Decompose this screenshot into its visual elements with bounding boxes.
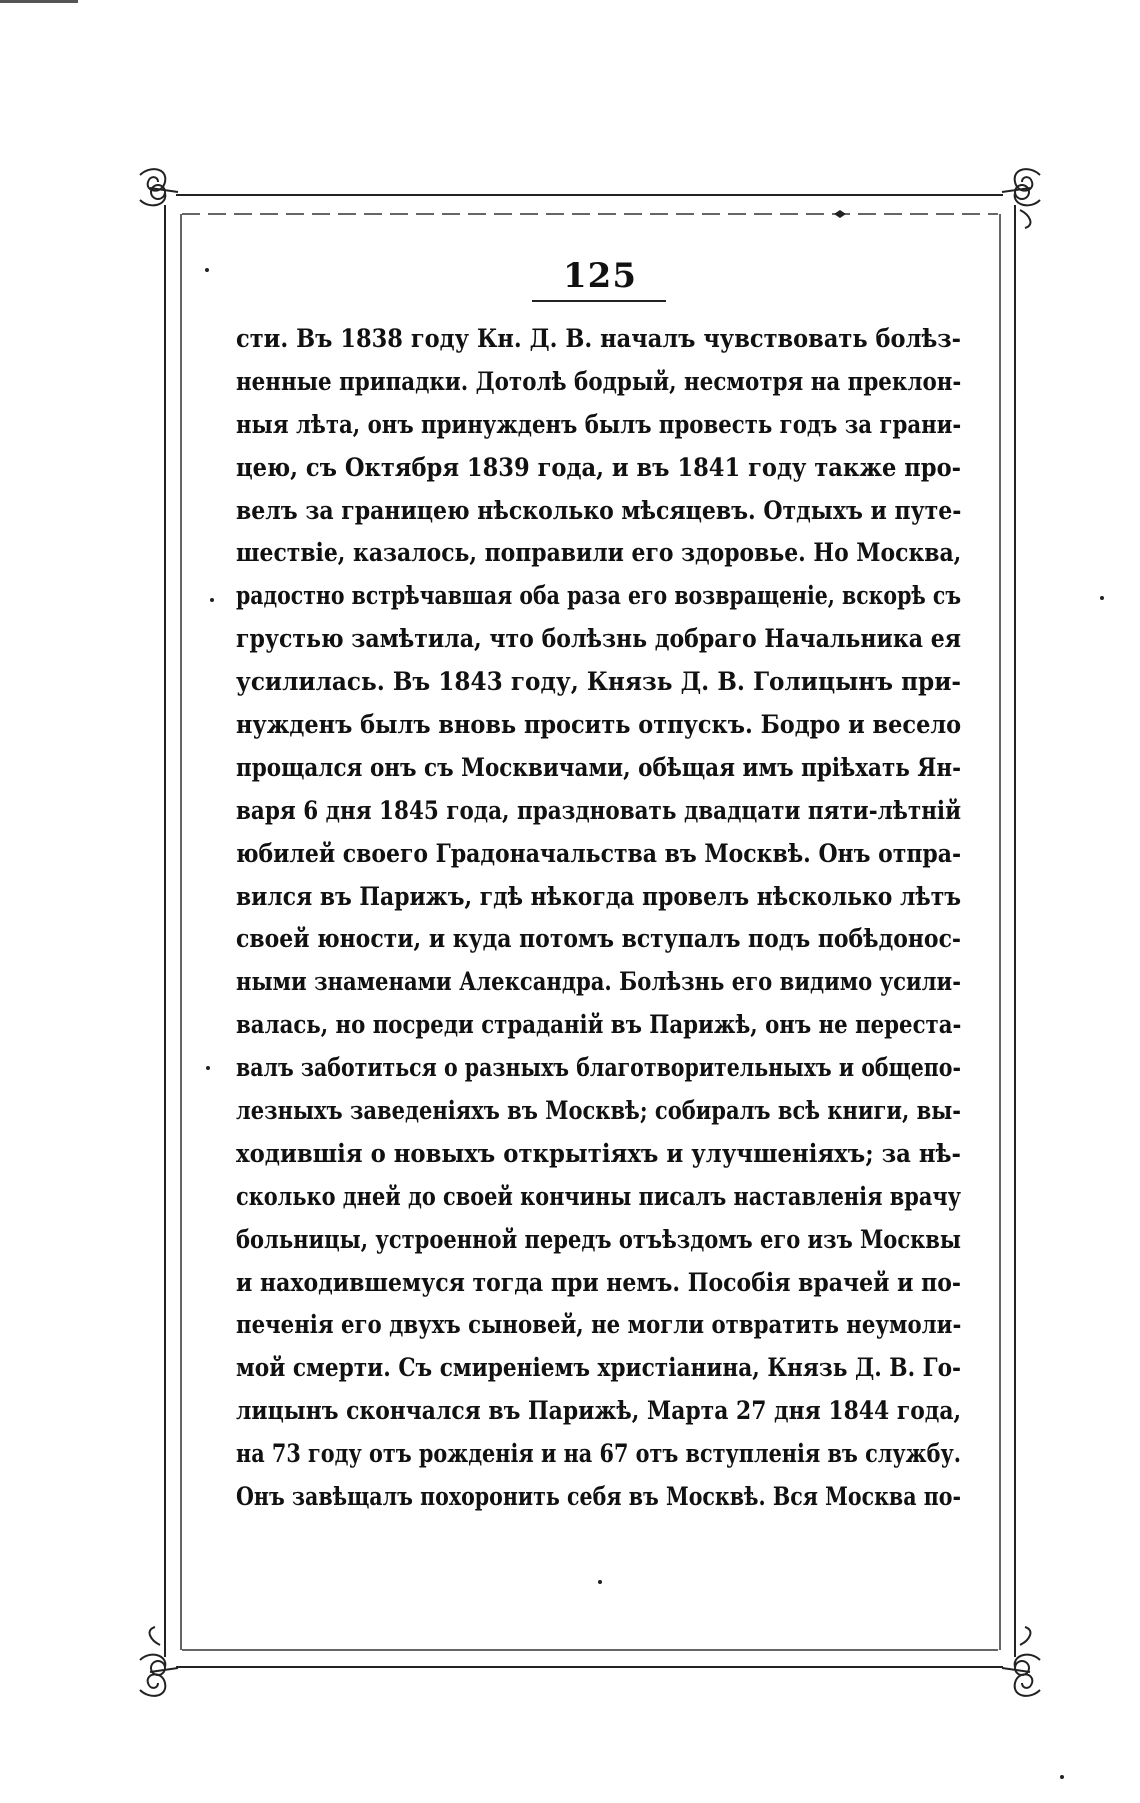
scan-speck <box>598 1580 602 1584</box>
text-line: радостно встрѣчавшая оба раза его возвращеніе, вскорѣ съ <box>236 581 961 611</box>
text-line: своей юности, и куда потомъ вступалъ подъ побѣдонос- <box>236 924 962 954</box>
text-line: лицынъ скончался въ Парижѣ, Марта 27 дня 1844 года, <box>236 1396 962 1426</box>
text-line: сти. Въ 1838 году Кн. Д. В. началъ чувствовать болѣз- <box>236 324 961 353</box>
text-line: Онъ завѣщалъ похоронить себя въ Москвѣ. Вся Москва по- <box>236 1482 961 1512</box>
text-line: нужденъ былъ вновь просить отпускъ. Бодро и весело <box>236 710 962 740</box>
corner-ornament-bottom-left <box>140 1627 178 1696</box>
text-line: сколько дней до своей кончины писалъ наставленія врачу <box>236 1181 961 1211</box>
text-line: усилилась. Въ 1843 году, Князь Д. В. Голицынъ при- <box>236 667 961 697</box>
text-line: велъ за границею нѣсколько мѣсяцевъ. Отдыхъ и путе- <box>236 495 962 525</box>
corner-ornament-bottom-right <box>1002 1627 1040 1696</box>
text-body <box>236 318 961 1519</box>
text-line: ходившія о новыхъ открытіяхъ и улучшеніяхъ; за нѣ- <box>236 1138 961 1168</box>
text-line: прощался онъ съ Москвичами, обѣщая имъ пріѣхать Ян- <box>236 752 961 782</box>
ornament-diamond <box>834 210 846 218</box>
corner-ornament-top-right <box>1002 169 1040 228</box>
text-line: шествіе, казалось, поправили его здоровье. Но Москва, <box>236 538 962 568</box>
text-line: вился въ Парижъ, гдѣ нѣкогда провелъ нѣсколько лѣтъ <box>236 881 961 911</box>
corner-ornament-top-left <box>140 169 178 205</box>
page-number: 125 <box>563 256 637 296</box>
text-line: ныя лѣта, онъ принужденъ былъ провесть годъ за грани- <box>236 409 962 439</box>
text-line: лезныхъ заведеніяхъ въ Москвѣ; собиралъ всѣ книги, вы- <box>236 1096 961 1126</box>
text-line: юбилей своего Градоначальства въ Москвѣ. Онъ отпра- <box>236 838 962 868</box>
scan-speck <box>206 1066 210 1070</box>
text-line: и находившемуся тогда при немъ. Пособія врачей и по- <box>236 1267 961 1297</box>
scan-speck <box>210 598 214 602</box>
text-line: цею, съ Октября 1839 года, и въ 1841 году также про- <box>236 452 961 482</box>
text-line: печенія его двухъ сыновей, не могли отвратить неумоли- <box>236 1310 962 1340</box>
scan-speck <box>1060 1775 1064 1779</box>
scan-speck <box>1100 596 1104 600</box>
text-line: валась, но посреди страданій въ Парижѣ, онъ не переста- <box>236 1010 962 1040</box>
text-line: валъ заботиться о разныхъ благотворительныхъ и общепо- <box>236 1053 961 1083</box>
text-line: ненные припадки. Дотолѣ бодрый, несмотря на преклон- <box>236 366 962 396</box>
text-line: ными знаменами Александра. Болѣзнь его видимо усили- <box>236 967 961 997</box>
text-line: мой смерти. Съ смиреніемъ христіанина, Князь Д. В. Го- <box>236 1353 962 1383</box>
text-line: варя 6 дня 1845 года, праздновать двадцати пяти-лѣтній <box>236 795 961 825</box>
scan-speck <box>205 268 209 272</box>
text-line: грустью замѣтила, что болѣзнь добраго Начальника ея <box>236 624 961 654</box>
text-line: на 73 году отъ рожденія и на 67 отъ вступленія въ службу. <box>236 1439 961 1469</box>
text-line: больницы, устроенной передъ отъѣздомъ его изъ Москвы <box>236 1224 961 1254</box>
page-number-underline <box>532 300 666 302</box>
